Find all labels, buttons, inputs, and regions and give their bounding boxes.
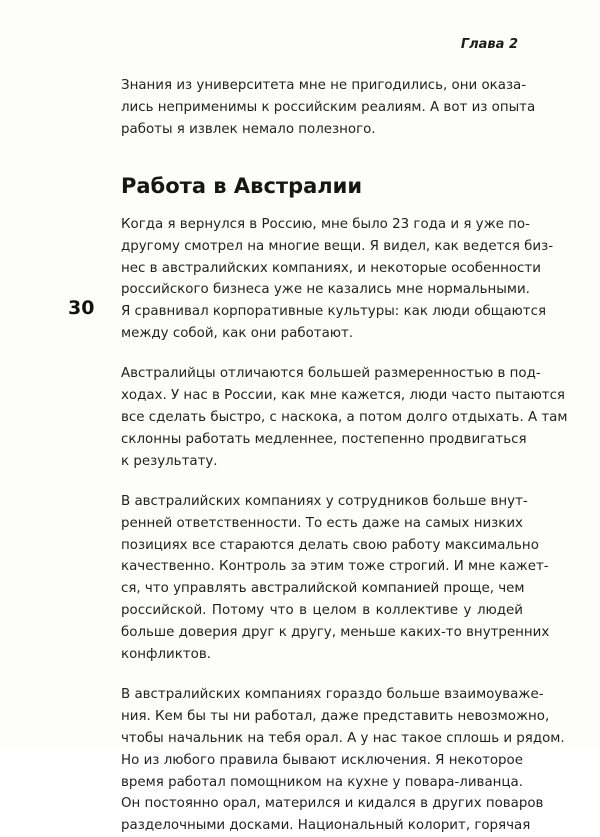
running-head: Глава 2 [460,37,518,52]
text-line: другому смотрел на многие вещи. Я видел, как ведется биз- [121,238,554,254]
text-line: ния. Кем бы ты ни работал, даже представить невозможно, [121,708,550,724]
text-line: российской. Потому что в целом в коллективе у людей [121,603,523,619]
text-line: все сделать быстро, с наскока, а потом долго отдыхать. А там [121,409,568,425]
text-line: В австралийских компаниях у сотрудников больше внут- [121,493,528,509]
text-line: Австралийцы отличаются большей размеренностью в под- [121,366,541,382]
text-line: конфликтов. [121,647,211,663]
paragraph-respect [121,684,565,837]
text-line: Когда я вернулся в Россию, мне было 23 года и я уже по- [121,216,530,232]
paragraph-return-to-russia [121,214,554,345]
text-line: Он постоянно орал, матерился и кидался в других поваров [121,796,544,812]
page-content [121,75,568,837]
text-line: Но из любого правила бывают исключения. Я некоторое [121,752,523,768]
text-line: склонны работать медленнее, постепенно продвигаться [121,431,527,447]
text-line: ся, что управлять австралийской компанией проще, чем [121,581,525,597]
paragraph-australians [121,363,568,473]
text-line: Знания из университета мне не пригодились, они оказа- [121,78,527,93]
text-line: В австралийских компаниях гораздо больше взаимоуваже- [121,686,544,702]
text-line: чтобы начальник на тебя орал. А у нас такое сплошь и рядом. [121,730,565,746]
text-line: российского бизнеса уже не казались мне нормальными. [121,282,530,298]
text-line: ренней ответственности. То есть даже на самых низких [121,515,523,531]
text-line: позициях все стараются делать свою работу максимально [121,537,539,553]
section-heading: Работа в Австралии [121,173,363,198]
text-line: между собой, как они работают. [121,326,354,342]
text-line: разделочными досками. Национальный колорит, горячая [121,818,531,834]
text-line: Я сравнивал корпоративные культуры: как люди общаются [121,304,547,320]
text-line: к результату. [121,453,218,469]
paragraph-responsibility [121,491,550,666]
page-number: 30 [68,297,95,319]
text-line: качественно. Контроль за этим тоже строгий. И мне кажет- [121,559,549,575]
paragraph-intro [121,75,536,141]
text-line: время работал помощником на кухне у повара-ливанца. [121,774,523,790]
text-line: лись неприменимы к российским реалиям. А вот из опыта [121,99,536,115]
text-line: нес в австралийских компаниях, и некоторые особенности [121,260,541,276]
text-line: работы я извлек немало полезного. [121,121,376,137]
text-line: ходах. У нас в России, как мне кажется, люди часто пытаются [121,388,565,404]
text-line: больше доверия друг к другу, меньше каких-то внутренних [121,625,550,641]
